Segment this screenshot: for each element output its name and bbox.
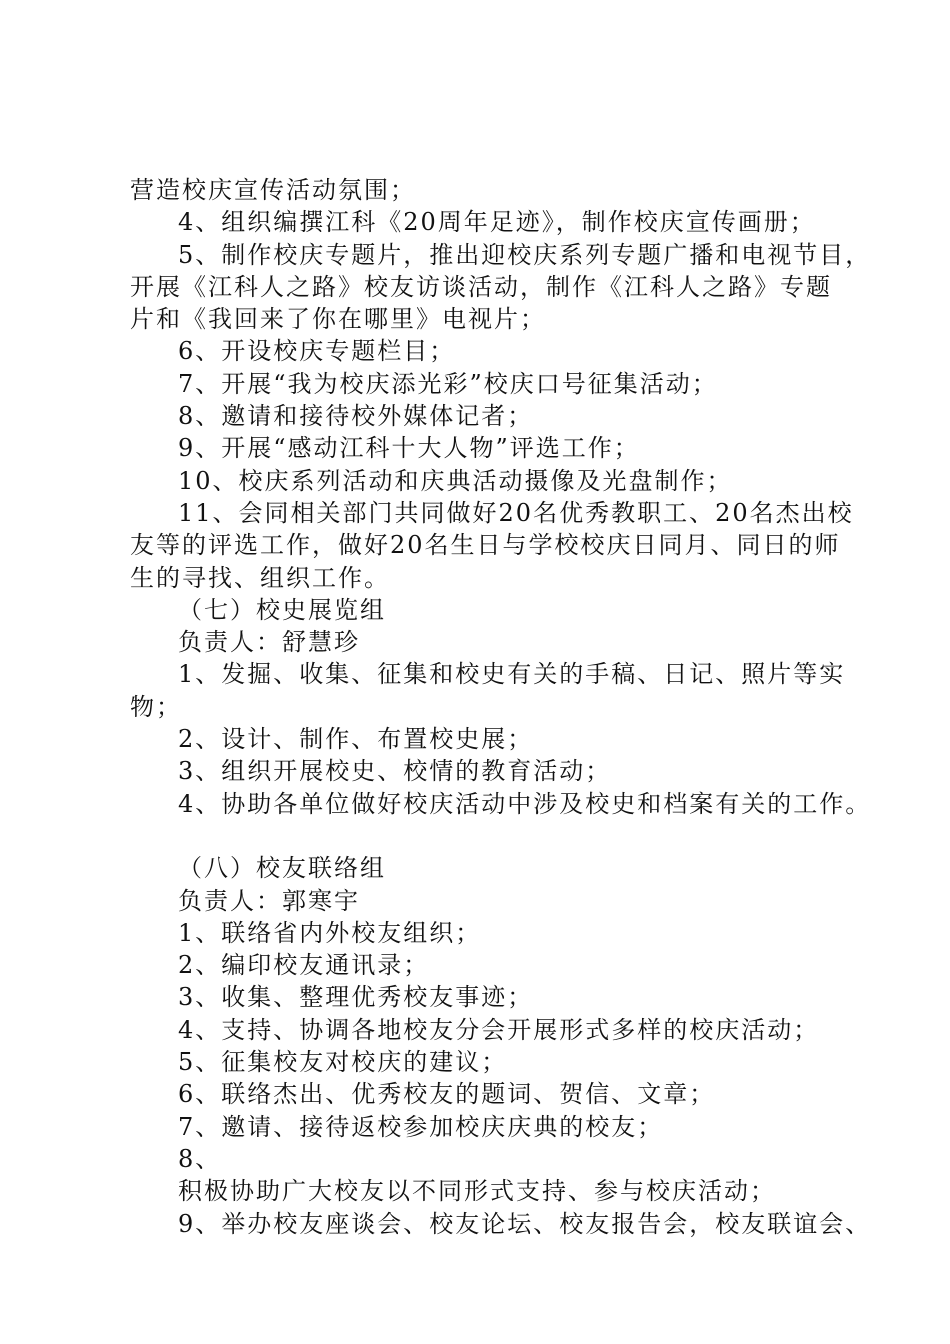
- text-line: 3、收集、整理优秀校友事迹；: [178, 983, 534, 1012]
- text-line: （七）校史展览组: [178, 595, 386, 624]
- text-line: 8、邀请和接待校外媒体记者；: [178, 402, 534, 431]
- text-line: 4、组织编撰江科《20周年足迹》，制作校庆宣传画册；: [178, 208, 816, 237]
- text-line: 6、开设校庆专题栏目；: [178, 337, 456, 366]
- text-line: 7、邀请、接待返校参加校庆庆典的校友；: [178, 1112, 664, 1141]
- text-line: 7、开展“我为校庆添光彩”校庆口号征集活动；: [178, 369, 718, 398]
- text-line: 5、制作校庆专题片，推出迎校庆系列专题广播和电视节目，: [178, 240, 872, 269]
- text-line: 5、征集校友对校庆的建议；: [178, 1048, 508, 1077]
- text-line: 物；: [130, 692, 182, 721]
- text-line: 11、会同相关部门共同做好20名优秀教职工、20名杰出校: [178, 498, 854, 527]
- text-line: 1、联络省内外校友组织；: [178, 918, 482, 947]
- text-line: 2、编印校友通讯录；: [178, 951, 430, 980]
- text-line: 1、发掘、收集、征集和校史有关的手稿、日记、照片等实: [178, 660, 846, 689]
- text-line: 片和《我回来了你在哪里》电视片；: [130, 305, 546, 334]
- text-line: 10、校庆系列活动和庆典活动摄像及光盘制作；: [178, 466, 733, 495]
- text-line: 2、设计、制作、布置校史展；: [178, 725, 534, 754]
- text-line: 4、支持、协调各地校友分会开展形式多样的校庆活动；: [178, 1015, 820, 1044]
- text-line: 营造校庆宣传活动氛围；: [130, 176, 416, 204]
- text-line: 开展《江科人之路》校友访谈活动，制作《江科人之路》专题: [130, 272, 832, 301]
- text-line: 生的寻找、组织工作。: [130, 563, 390, 592]
- blank-line: [130, 820, 845, 852]
- text-line: 8、: [178, 1144, 222, 1173]
- document-body: [130, 174, 872, 1240]
- text-line: 负责人：郭寒宇: [178, 886, 360, 915]
- text-line: 积极协助广大校友以不同形式支持、参与校庆活动；: [178, 1177, 776, 1206]
- text-line: 4、协助各单位做好校庆活动中涉及校史和档案有关的工作。: [178, 789, 872, 818]
- text-line: （八）校友联络组: [178, 854, 386, 883]
- text-line: 负责人：舒慧珍: [178, 628, 360, 657]
- text-line: 9、开展“感动江科十大人物”评选工作；: [178, 434, 640, 463]
- text-line: 3、组织开展校史、校情的教育活动；: [178, 757, 612, 786]
- text-line: 6、联络杰出、优秀校友的题词、贺信、文章；: [178, 1080, 716, 1109]
- text-line: 9、举办校友座谈会、校友论坛、校友报告会，校友联谊会、: [178, 1209, 872, 1238]
- text-line: 友等的评选工作，做好20名生日与学校校庆日同月、同日的师: [130, 531, 841, 560]
